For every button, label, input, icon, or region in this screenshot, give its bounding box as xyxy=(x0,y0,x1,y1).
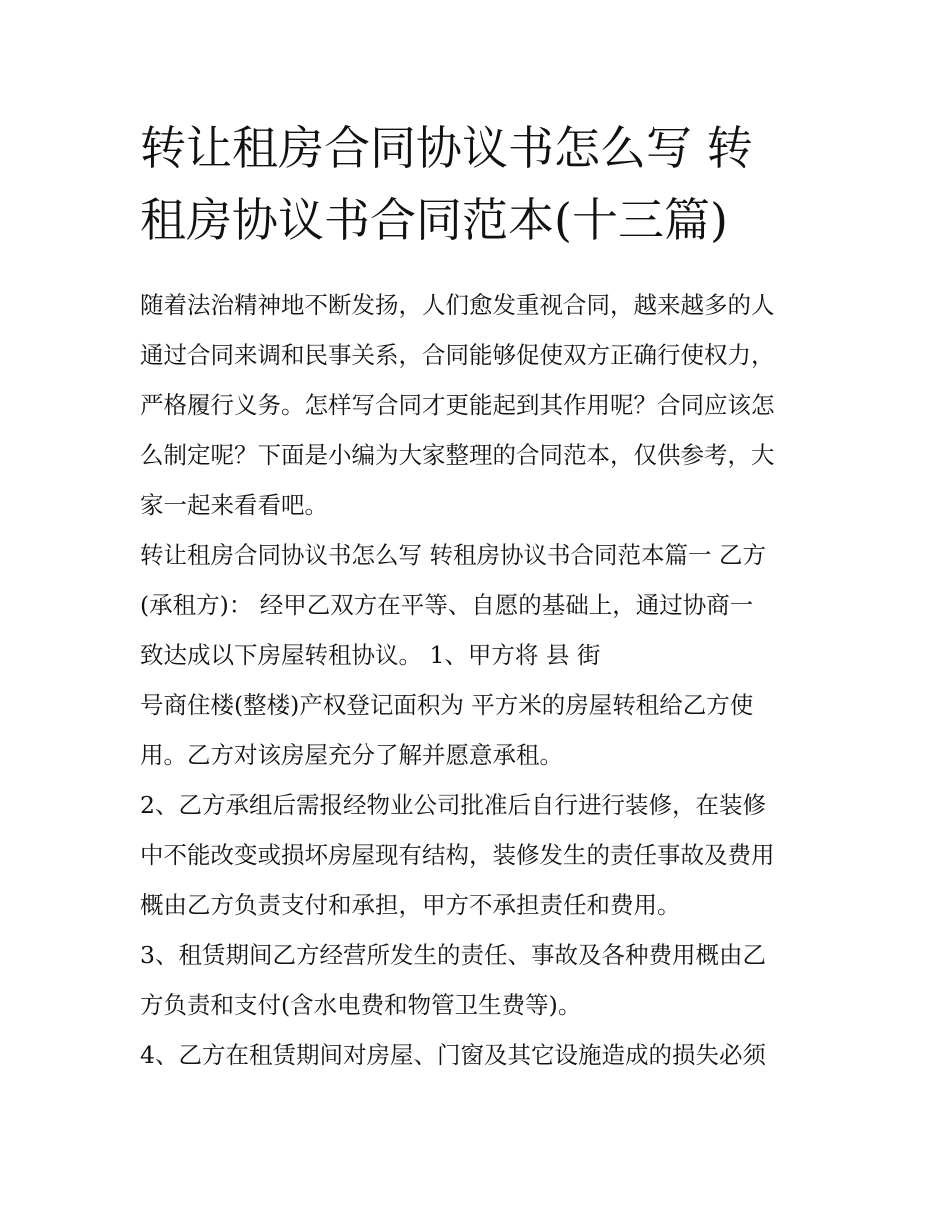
section-one-paragraph xyxy=(140,530,820,780)
text-line: 概由乙方负责支付和承担，甲方不承担责任和费用。 xyxy=(140,891,681,919)
text-line: 致达成以下房屋转租协议。 1、甲方将 县 街 xyxy=(140,641,601,669)
text-line: 严格履行义务。怎样写合同才更能起到其作用呢？合同应该怎 xyxy=(140,391,775,419)
text-line: 通过合同来调和民事关系，合同能够促使双方正确行使权力， xyxy=(140,341,775,369)
intro-paragraph xyxy=(140,280,820,530)
clause-3-paragraph xyxy=(140,930,820,1030)
clause-2-paragraph xyxy=(140,780,820,930)
text-line: 号商住楼(整楼)产权登记面积为 平方米的房屋转租给乙方使 xyxy=(140,691,754,719)
text-line: 家一起来看看吧。 xyxy=(140,491,328,519)
text-line: 2、乙方承组后需报经物业公司批准后自行进行装修，在装修 xyxy=(140,791,766,819)
text-line: 中不能改变或损坏房屋现有结构，装修发生的责任事故及费用 xyxy=(140,841,775,869)
document-body xyxy=(140,280,820,1080)
text-line: (承租方)： 经甲乙双方在平等、自愿的基础上，通过协商一 xyxy=(140,591,754,619)
text-line: 转让租房合同协议书怎么写 转租房协议书合同范本篇一 乙方 xyxy=(140,541,766,569)
title-line: 租房协议书合同范本(十三篇) xyxy=(140,193,728,247)
title-line: 转让租房合同协议书怎么写 转 xyxy=(140,121,753,175)
text-line: 4、乙方在租赁期间对房屋、门窗及其它设施造成的损失必须 xyxy=(140,1041,766,1069)
text-line: 方负责和支付(含水电费和物管卫生费等)。 xyxy=(140,991,582,1019)
text-line: 随着法治精神地不断发扬，人们愈发重视合同，越来越多的人 xyxy=(140,291,775,319)
document-title xyxy=(140,112,830,256)
text-line: 用。乙方对该房屋充分了解并愿意承租。 xyxy=(140,741,563,769)
text-line: 3、租赁期间乙方经营所发生的责任、事故及各种费用概由乙 xyxy=(140,941,766,969)
clause-4-paragraph xyxy=(140,1030,820,1080)
text-line: 么制定呢？下面是小编为大家整理的合同范本，仅供参考，大 xyxy=(140,441,775,469)
